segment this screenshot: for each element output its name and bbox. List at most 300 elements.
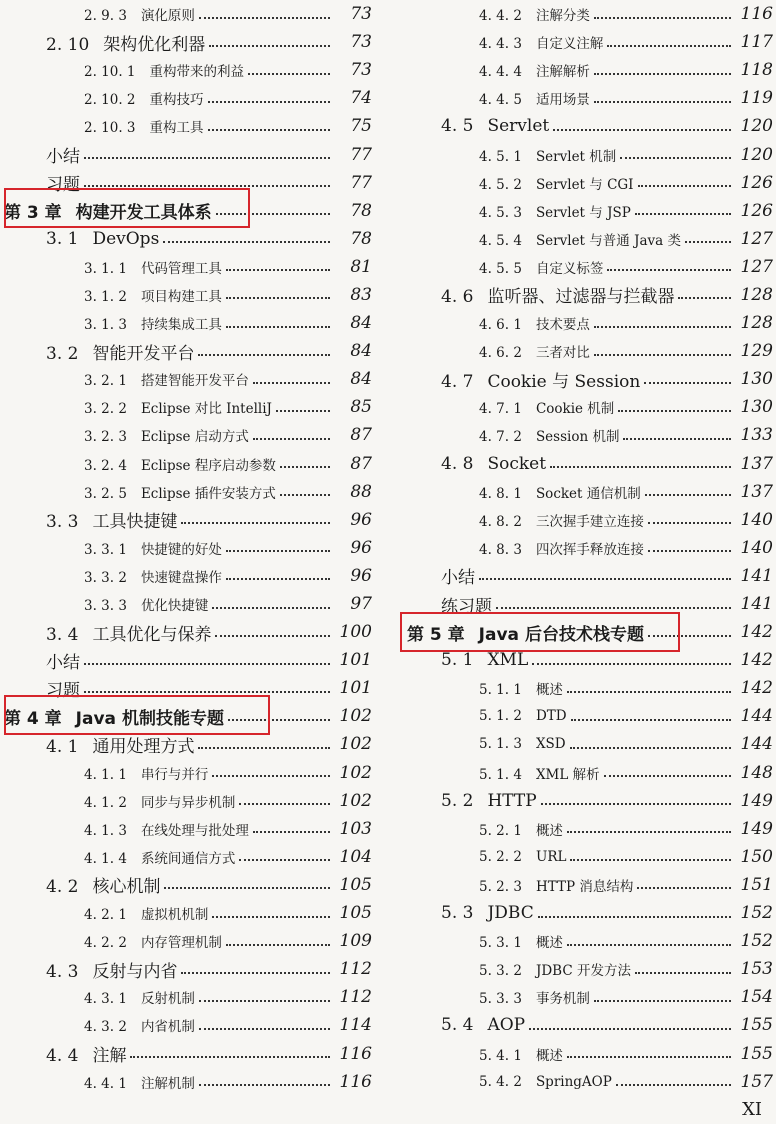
- toc-entry-title: [84, 454, 276, 474]
- toc-entry-title: [46, 732, 194, 757]
- toc-entry-text: 系统间通信方式: [140, 850, 236, 867]
- toc-entry-title: [441, 454, 546, 474]
- toc-entry-subsection[interactable]: [403, 197, 773, 225]
- toc-entry-title: [84, 791, 235, 811]
- toc-entry-title: [84, 566, 222, 586]
- toc-entry-subsection[interactable]: [403, 506, 773, 534]
- toc-entry-subsection[interactable]: [403, 0, 773, 28]
- toc-entry-number: 4. 6: [441, 287, 474, 308]
- toc-entry-subsection[interactable]: [0, 0, 372, 28]
- toc-entry-title: [4, 704, 224, 729]
- toc-entry-page-number: 96: [350, 509, 372, 530]
- toc-entry-page-number: 142: [740, 622, 773, 643]
- toc-entry-title: [441, 367, 640, 392]
- toc-entry-title: [84, 903, 208, 923]
- toc-entry-subsection[interactable]: [0, 478, 372, 506]
- toc-entry-text: 内省机制: [140, 1019, 195, 1036]
- toc-entry-text: 自定义注解: [535, 36, 604, 53]
- toc-entry-text: 注解分类: [535, 8, 590, 25]
- dot-leader: [604, 774, 731, 777]
- toc-entry-subsection[interactable]: [403, 309, 773, 337]
- toc-entry-subsection[interactable]: [0, 421, 372, 449]
- toc-entry-section[interactable]: [0, 1039, 372, 1067]
- toc-entry-number: 5. 1. 4: [479, 766, 522, 783]
- toc-entry-page-number: 140: [740, 537, 773, 558]
- dot-leader: [594, 100, 731, 103]
- dot-leader: [635, 212, 731, 215]
- toc-entry-text: 概述: [535, 1047, 563, 1064]
- dot-leader: [637, 886, 731, 889]
- toc-entry-subsection[interactable]: [403, 674, 773, 702]
- toc-entry-text: 习题: [46, 680, 80, 701]
- toc-entry-title: [479, 257, 603, 277]
- toc-entry-number: 4. 6. 2: [479, 345, 522, 362]
- dot-leader: [567, 690, 731, 693]
- toc-entry-page-number: 128: [740, 284, 773, 305]
- page-folio: XI: [742, 1099, 762, 1120]
- toc-entry-subsection[interactable]: [403, 140, 773, 168]
- dot-leader: [84, 690, 330, 693]
- toc-entry-title: [84, 257, 222, 277]
- toc-entry-text: Session 机制: [535, 429, 620, 446]
- toc-entry-page-number: 73: [350, 4, 372, 25]
- dot-leader: [239, 802, 330, 805]
- toc-entry-text: AOP: [487, 1015, 526, 1036]
- dot-leader: [594, 999, 731, 1002]
- toc-entry-text: XML 解析: [535, 766, 600, 783]
- toc-entry-page-number: 75: [350, 116, 372, 137]
- toc-entry-subsection[interactable]: [0, 843, 372, 871]
- dot-leader: [84, 184, 330, 187]
- toc-entry-subsection[interactable]: [403, 730, 773, 758]
- toc-entry-subsection[interactable]: [403, 843, 773, 871]
- toc-entry-subsection[interactable]: [403, 815, 773, 843]
- toc-entry-section[interactable]: [0, 506, 372, 534]
- toc-entry-text: XML: [487, 650, 529, 671]
- toc-entry-title: [441, 563, 475, 588]
- dot-leader: [253, 381, 330, 384]
- toc-entry-title: [84, 88, 204, 108]
- toc-entry-text: 搭建智能开发平台: [140, 373, 249, 390]
- toc-entry-title: [479, 875, 633, 895]
- dot-leader: [253, 830, 330, 833]
- toc-entry-number: 4. 5. 4: [479, 232, 522, 249]
- toc-entry-text: 优化快捷键: [140, 598, 209, 615]
- toc-entry-page-number: 148: [740, 762, 773, 783]
- dot-leader: [648, 521, 731, 524]
- toc-entry-page-number: 126: [740, 200, 773, 221]
- toc-entry-text: 内存管理机制: [140, 935, 222, 952]
- toc-entry-text: Socket 通信机制: [535, 485, 641, 502]
- toc-entry-chapter[interactable]: [0, 197, 372, 225]
- toc-entry-title: [84, 482, 276, 502]
- toc-entry-subsection[interactable]: [0, 112, 372, 140]
- toc-entry-number: 第 4 章: [4, 708, 62, 729]
- toc-entry-title: [479, 538, 644, 558]
- toc-entry-section[interactable]: [403, 1011, 773, 1039]
- toc-entry-page-number: 130: [740, 397, 773, 418]
- toc-entry-back-matter[interactable]: [403, 562, 773, 590]
- toc-entry-subsection[interactable]: [0, 309, 372, 337]
- toc-entry-number: 3. 2. 2: [84, 401, 127, 418]
- toc-entry-number: 4. 4. 2: [479, 8, 522, 25]
- toc-entry-title: [479, 819, 563, 839]
- toc-entry-title: [441, 116, 549, 136]
- toc-entry-text: 快捷键的好处: [140, 541, 222, 558]
- toc-entry-back-matter[interactable]: [0, 646, 372, 674]
- toc-entry-subsection[interactable]: [0, 393, 372, 421]
- toc-entry-text: HTTP 消息结构: [535, 878, 634, 895]
- dot-leader: [479, 577, 731, 580]
- toc-entry-text: Servlet 与 CGI: [535, 176, 634, 193]
- toc-entry-subsection[interactable]: [403, 871, 773, 899]
- toc-entry-subsection[interactable]: [403, 478, 773, 506]
- toc-entry-title: [46, 229, 159, 249]
- toc-entry-page-number: 149: [740, 818, 773, 839]
- toc-entry-section[interactable]: [0, 337, 372, 365]
- toc-entry-text: 工具快捷键: [92, 512, 178, 533]
- toc-entry-number: 4. 1: [46, 736, 79, 757]
- toc-entry-text: 自定义标签: [535, 260, 604, 277]
- toc-entry-page-number: 78: [350, 200, 372, 221]
- toc-entry-subsection[interactable]: [403, 927, 773, 955]
- toc-entry-number: 5. 2. 3: [479, 878, 522, 895]
- toc-entry-page-number: 151: [740, 874, 773, 895]
- toc-entry-back-matter[interactable]: [0, 169, 372, 197]
- toc-entry-page-number: 101: [339, 678, 372, 699]
- toc-entry-page-number: 84: [350, 341, 372, 362]
- toc-entry-title: [441, 1015, 525, 1035]
- toc-entry-subsection[interactable]: [403, 759, 773, 787]
- dot-leader: [215, 634, 330, 637]
- toc-entry-number: 4. 3: [46, 961, 79, 982]
- toc-entry-title: [84, 763, 208, 783]
- dot-leader: [685, 240, 731, 243]
- toc-entry-text: 项目构建工具: [140, 288, 222, 305]
- toc-entry-section[interactable]: [0, 28, 372, 56]
- toc-entry-section[interactable]: [403, 450, 773, 478]
- toc-entry-text: Servlet 机制: [535, 148, 617, 165]
- toc-entry-subsection[interactable]: [403, 421, 773, 449]
- toc-entry-text: 监听器、过滤器与拦截器: [487, 287, 675, 308]
- toc-entry-text: Java 机制技能专题: [75, 708, 224, 729]
- toc-entry-subsection[interactable]: [403, 955, 773, 983]
- toc-entry-text: HTTP: [487, 790, 537, 811]
- dot-leader: [616, 1083, 731, 1086]
- toc-entry-text: Cookie 机制: [535, 401, 615, 418]
- toc-entry-text: XSD: [535, 736, 566, 753]
- toc-entry-page-number: 120: [740, 116, 773, 137]
- toc-entry-text: SpringAOP: [535, 1073, 612, 1090]
- dot-leader: [553, 128, 731, 131]
- toc-entry-number: 4. 1. 4: [84, 850, 127, 867]
- toc-entry-title: [479, 510, 644, 530]
- dot-leader: [648, 634, 731, 637]
- toc-entry-subsection[interactable]: [0, 56, 372, 84]
- toc-entry-subsection[interactable]: [0, 590, 372, 618]
- toc-entry-page-number: 137: [740, 453, 773, 474]
- toc-entry-chapter[interactable]: [0, 702, 372, 730]
- toc-entry-number: 第 3 章: [4, 203, 62, 224]
- toc-entry-number: 3. 2. 4: [84, 457, 127, 474]
- toc-entry-text: 智能开发平台: [92, 343, 195, 364]
- toc-entry-number: 3. 1. 2: [84, 288, 127, 305]
- toc-entry-number: 4. 7. 1: [479, 401, 522, 418]
- toc-entry-number: 3. 2: [46, 343, 79, 364]
- toc-entry-page-number: 142: [740, 678, 773, 699]
- dot-leader: [607, 44, 731, 47]
- toc-entry-subsection[interactable]: [403, 169, 773, 197]
- toc-entry-page-number: 112: [339, 959, 372, 980]
- toc-entry-page-number: 116: [740, 4, 773, 25]
- toc-entry-page-number: 128: [740, 313, 773, 334]
- toc-entry-text: 快速键盘操作: [140, 569, 222, 586]
- toc-entry-section[interactable]: [403, 899, 773, 927]
- toc-entry-page-number: 137: [740, 481, 773, 502]
- toc-entry-number: 4. 4. 4: [479, 64, 522, 81]
- toc-entry-number: 4. 5. 5: [479, 260, 522, 277]
- toc-entry-subsection[interactable]: [403, 702, 773, 730]
- toc-entry-text: 三者对比: [535, 345, 590, 362]
- toc-entry-text: 适用场景: [535, 92, 590, 109]
- dot-leader: [208, 100, 330, 103]
- dot-leader: [248, 72, 330, 75]
- toc-entry-page-number: 117: [740, 32, 773, 53]
- toc-entry-number: 3. 4: [46, 624, 79, 645]
- toc-entry-text: 重构技巧: [149, 92, 204, 109]
- toc-entry-page-number: 77: [350, 144, 372, 165]
- toc-entry-text: DevOps: [92, 228, 160, 249]
- toc-entry-subsection[interactable]: [0, 815, 372, 843]
- toc-entry-page-number: 155: [740, 1043, 773, 1064]
- dot-leader: [181, 971, 330, 974]
- dot-leader: [226, 943, 330, 946]
- toc-entry-number: 3. 3. 2: [84, 569, 127, 586]
- toc-entry-title: [46, 1041, 126, 1066]
- toc-entry-section[interactable]: [403, 112, 773, 140]
- toc-entry-text: 四次挥手释放连接: [535, 541, 644, 558]
- toc-entry-text: 同步与异步机制: [140, 794, 236, 811]
- toc-entry-subsection[interactable]: [0, 365, 372, 393]
- toc-entry-text: 技术要点: [535, 317, 590, 334]
- toc-entry-text: 架构优化利器: [103, 34, 206, 55]
- dot-leader: [648, 549, 731, 552]
- toc-entry-back-matter[interactable]: [0, 674, 372, 702]
- toc-entry-title: [84, 4, 195, 24]
- toc-entry-page-number: 87: [350, 425, 372, 446]
- toc-entry-number: 5. 4: [441, 1015, 474, 1036]
- toc-entry-page-number: 142: [740, 650, 773, 671]
- toc-entry-number: 3. 3. 3: [84, 598, 127, 615]
- toc-entry-text: 通用处理方式: [92, 736, 195, 757]
- toc-entry-page-number: 81: [350, 256, 372, 277]
- dot-leader: [130, 1055, 330, 1058]
- toc-entry-page-number: 101: [339, 650, 372, 671]
- toc-entry-number: 5. 2. 2: [479, 848, 522, 865]
- dot-leader: [678, 296, 731, 299]
- dot-leader: [620, 156, 731, 159]
- dot-leader: [212, 915, 330, 918]
- toc-entry-title: [84, 116, 204, 136]
- toc-entry-text: 习题: [46, 175, 80, 196]
- dot-leader: [594, 325, 731, 328]
- toc-entry-subsection[interactable]: [0, 1011, 372, 1039]
- toc-entry-text: 注解机制: [140, 1075, 195, 1092]
- toc-entry-number: 3. 2. 5: [84, 485, 127, 502]
- toc-entry-title: [407, 620, 644, 645]
- toc-entry-page-number: 104: [339, 846, 372, 867]
- toc-entry-subsection[interactable]: [403, 84, 773, 112]
- toc-entry-text: JDBC: [487, 903, 534, 924]
- toc-entry-page-number: 100: [339, 622, 372, 643]
- toc-entry-number: 4. 5: [441, 116, 474, 137]
- toc-entry-page-number: 154: [740, 987, 773, 1008]
- toc-entry-title: [46, 507, 177, 532]
- toc-entry-text: 练习题: [441, 596, 492, 617]
- toc-entry-number: 4. 5. 1: [479, 148, 522, 165]
- toc-entry-section[interactable]: [0, 618, 372, 646]
- toc-entry-number: 4. 4. 5: [479, 92, 522, 109]
- toc-entry-text: 工具优化与保养: [92, 624, 212, 645]
- toc-entry-title: [84, 594, 208, 614]
- toc-entry-subsection[interactable]: [403, 337, 773, 365]
- toc-entry-back-matter[interactable]: [0, 140, 372, 168]
- toc-entry-subsection[interactable]: [0, 84, 372, 112]
- toc-entry-title: [441, 791, 537, 811]
- toc-entry-number: 5. 1: [441, 650, 474, 671]
- toc-entry-number: 4. 4: [46, 1046, 79, 1067]
- toc-entry-title: [479, 229, 681, 249]
- toc-entry-number: 5. 3: [441, 903, 474, 924]
- toc-entry-subsection[interactable]: [0, 899, 372, 927]
- toc-entry-title: [84, 538, 222, 558]
- toc-entry-number: 5. 1. 3: [479, 736, 522, 753]
- toc-entry-number: 4. 5. 3: [479, 204, 522, 221]
- toc-entry-section[interactable]: [0, 871, 372, 899]
- toc-entry-text: Eclipse 插件安装方式: [140, 485, 276, 502]
- toc-entry-subsection[interactable]: [0, 927, 372, 955]
- toc-entry-page-number: 102: [339, 706, 372, 727]
- dot-leader: [594, 353, 731, 356]
- dot-leader: [226, 577, 330, 580]
- toc-entry-page-number: 88: [350, 481, 372, 502]
- dot-leader: [209, 44, 330, 47]
- dot-leader: [541, 802, 731, 805]
- dot-leader: [550, 465, 731, 468]
- toc-entry-number: 5. 2: [441, 790, 474, 811]
- toc-entry-number: 4. 1. 3: [84, 822, 127, 839]
- toc-entry-back-matter[interactable]: [403, 590, 773, 618]
- toc-entry-subsection[interactable]: [0, 1068, 372, 1096]
- toc-entry-title: [46, 872, 160, 897]
- toc-entry-number: 2. 10. 3: [84, 120, 136, 137]
- toc-entry-subsection[interactable]: [0, 450, 372, 478]
- toc-entry-page-number: 96: [350, 537, 372, 558]
- dot-leader: [618, 409, 731, 412]
- toc-entry-page-number: 129: [740, 341, 773, 362]
- toc-entry-number: 4. 4. 3: [479, 36, 522, 53]
- toc-entry-number: 4. 2: [46, 877, 79, 898]
- toc-entry-chapter[interactable]: [403, 618, 773, 646]
- dot-leader: [276, 409, 330, 412]
- toc-entry-subsection[interactable]: [403, 253, 773, 281]
- toc-entry-title: [479, 60, 590, 80]
- toc-entry-number: 3. 3. 1: [84, 541, 127, 558]
- dot-leader: [226, 325, 330, 328]
- toc-entry-subsection[interactable]: [403, 28, 773, 56]
- toc-entry-subsection[interactable]: [0, 983, 372, 1011]
- toc-entry-subsection[interactable]: [0, 562, 372, 590]
- toc-entry-page-number: 140: [740, 509, 773, 530]
- toc-entry-number: 2. 10: [46, 34, 90, 55]
- toc-entry-number: 5. 3. 3: [479, 991, 522, 1008]
- toc-entry-section[interactable]: [0, 730, 372, 758]
- toc-entry-page-number: 127: [740, 228, 773, 249]
- toc-entry-title: [479, 4, 590, 24]
- dot-leader: [212, 774, 330, 777]
- toc-entry-section[interactable]: [0, 955, 372, 983]
- toc-entry-text: URL: [535, 848, 567, 865]
- toc-entry-section[interactable]: [403, 646, 773, 674]
- toc-entry-number: 4. 7. 2: [479, 429, 522, 446]
- toc-entry-text: 概述: [535, 822, 563, 839]
- toc-entry-page-number: 152: [740, 903, 773, 924]
- toc-entry-subsection[interactable]: [0, 281, 372, 309]
- dot-leader: [199, 16, 330, 19]
- dot-leader: [635, 971, 731, 974]
- dot-leader: [538, 915, 731, 918]
- dot-leader: [594, 72, 731, 75]
- toc-entry-subsection[interactable]: [403, 56, 773, 84]
- toc-entry-subsection[interactable]: [403, 983, 773, 1011]
- toc-entry-title: [479, 425, 619, 445]
- toc-entry-number: 5. 4. 1: [479, 1047, 522, 1064]
- toc-entry-subsection[interactable]: [403, 1068, 773, 1096]
- toc-entry-subsection[interactable]: [403, 534, 773, 562]
- toc-entry-subsection[interactable]: [0, 759, 372, 787]
- toc-entry-text: Eclipse 启动方式: [140, 429, 249, 446]
- toc-entry-section[interactable]: [403, 281, 773, 309]
- toc-entry-subsection[interactable]: [0, 787, 372, 815]
- toc-entry-subsection[interactable]: [403, 1039, 773, 1067]
- toc-entry-subsection[interactable]: [0, 253, 372, 281]
- toc-entry-page-number: 74: [350, 88, 372, 109]
- toc-entry-page-number: 120: [740, 144, 773, 165]
- toc-entry-section[interactable]: [403, 365, 773, 393]
- toc-entry-subsection[interactable]: [403, 393, 773, 421]
- toc-entry-text: Servlet: [487, 116, 550, 137]
- toc-entry-page-number: 105: [339, 903, 372, 924]
- dot-leader: [644, 381, 731, 384]
- toc-entry-subsection[interactable]: [0, 534, 372, 562]
- toc-entry-page-number: 102: [339, 762, 372, 783]
- toc-entry-section[interactable]: [0, 225, 372, 253]
- dot-leader: [212, 606, 330, 609]
- toc-entry-title: [479, 145, 616, 165]
- toc-entry-title: [441, 650, 528, 670]
- toc-entry-text: DTD: [535, 708, 567, 725]
- toc-entry-page-number: 114: [339, 1015, 372, 1036]
- toc-entry-section[interactable]: [403, 787, 773, 815]
- toc-entry-subsection[interactable]: [403, 225, 773, 253]
- toc-entry-number: 4. 5. 2: [479, 176, 522, 193]
- dot-leader: [645, 493, 731, 496]
- dot-leader: [199, 1083, 330, 1086]
- dot-leader: [84, 662, 330, 665]
- toc-entry-text: 重构带来的利益: [149, 64, 245, 81]
- dot-leader: [163, 240, 330, 243]
- dot-leader: [567, 1055, 731, 1058]
